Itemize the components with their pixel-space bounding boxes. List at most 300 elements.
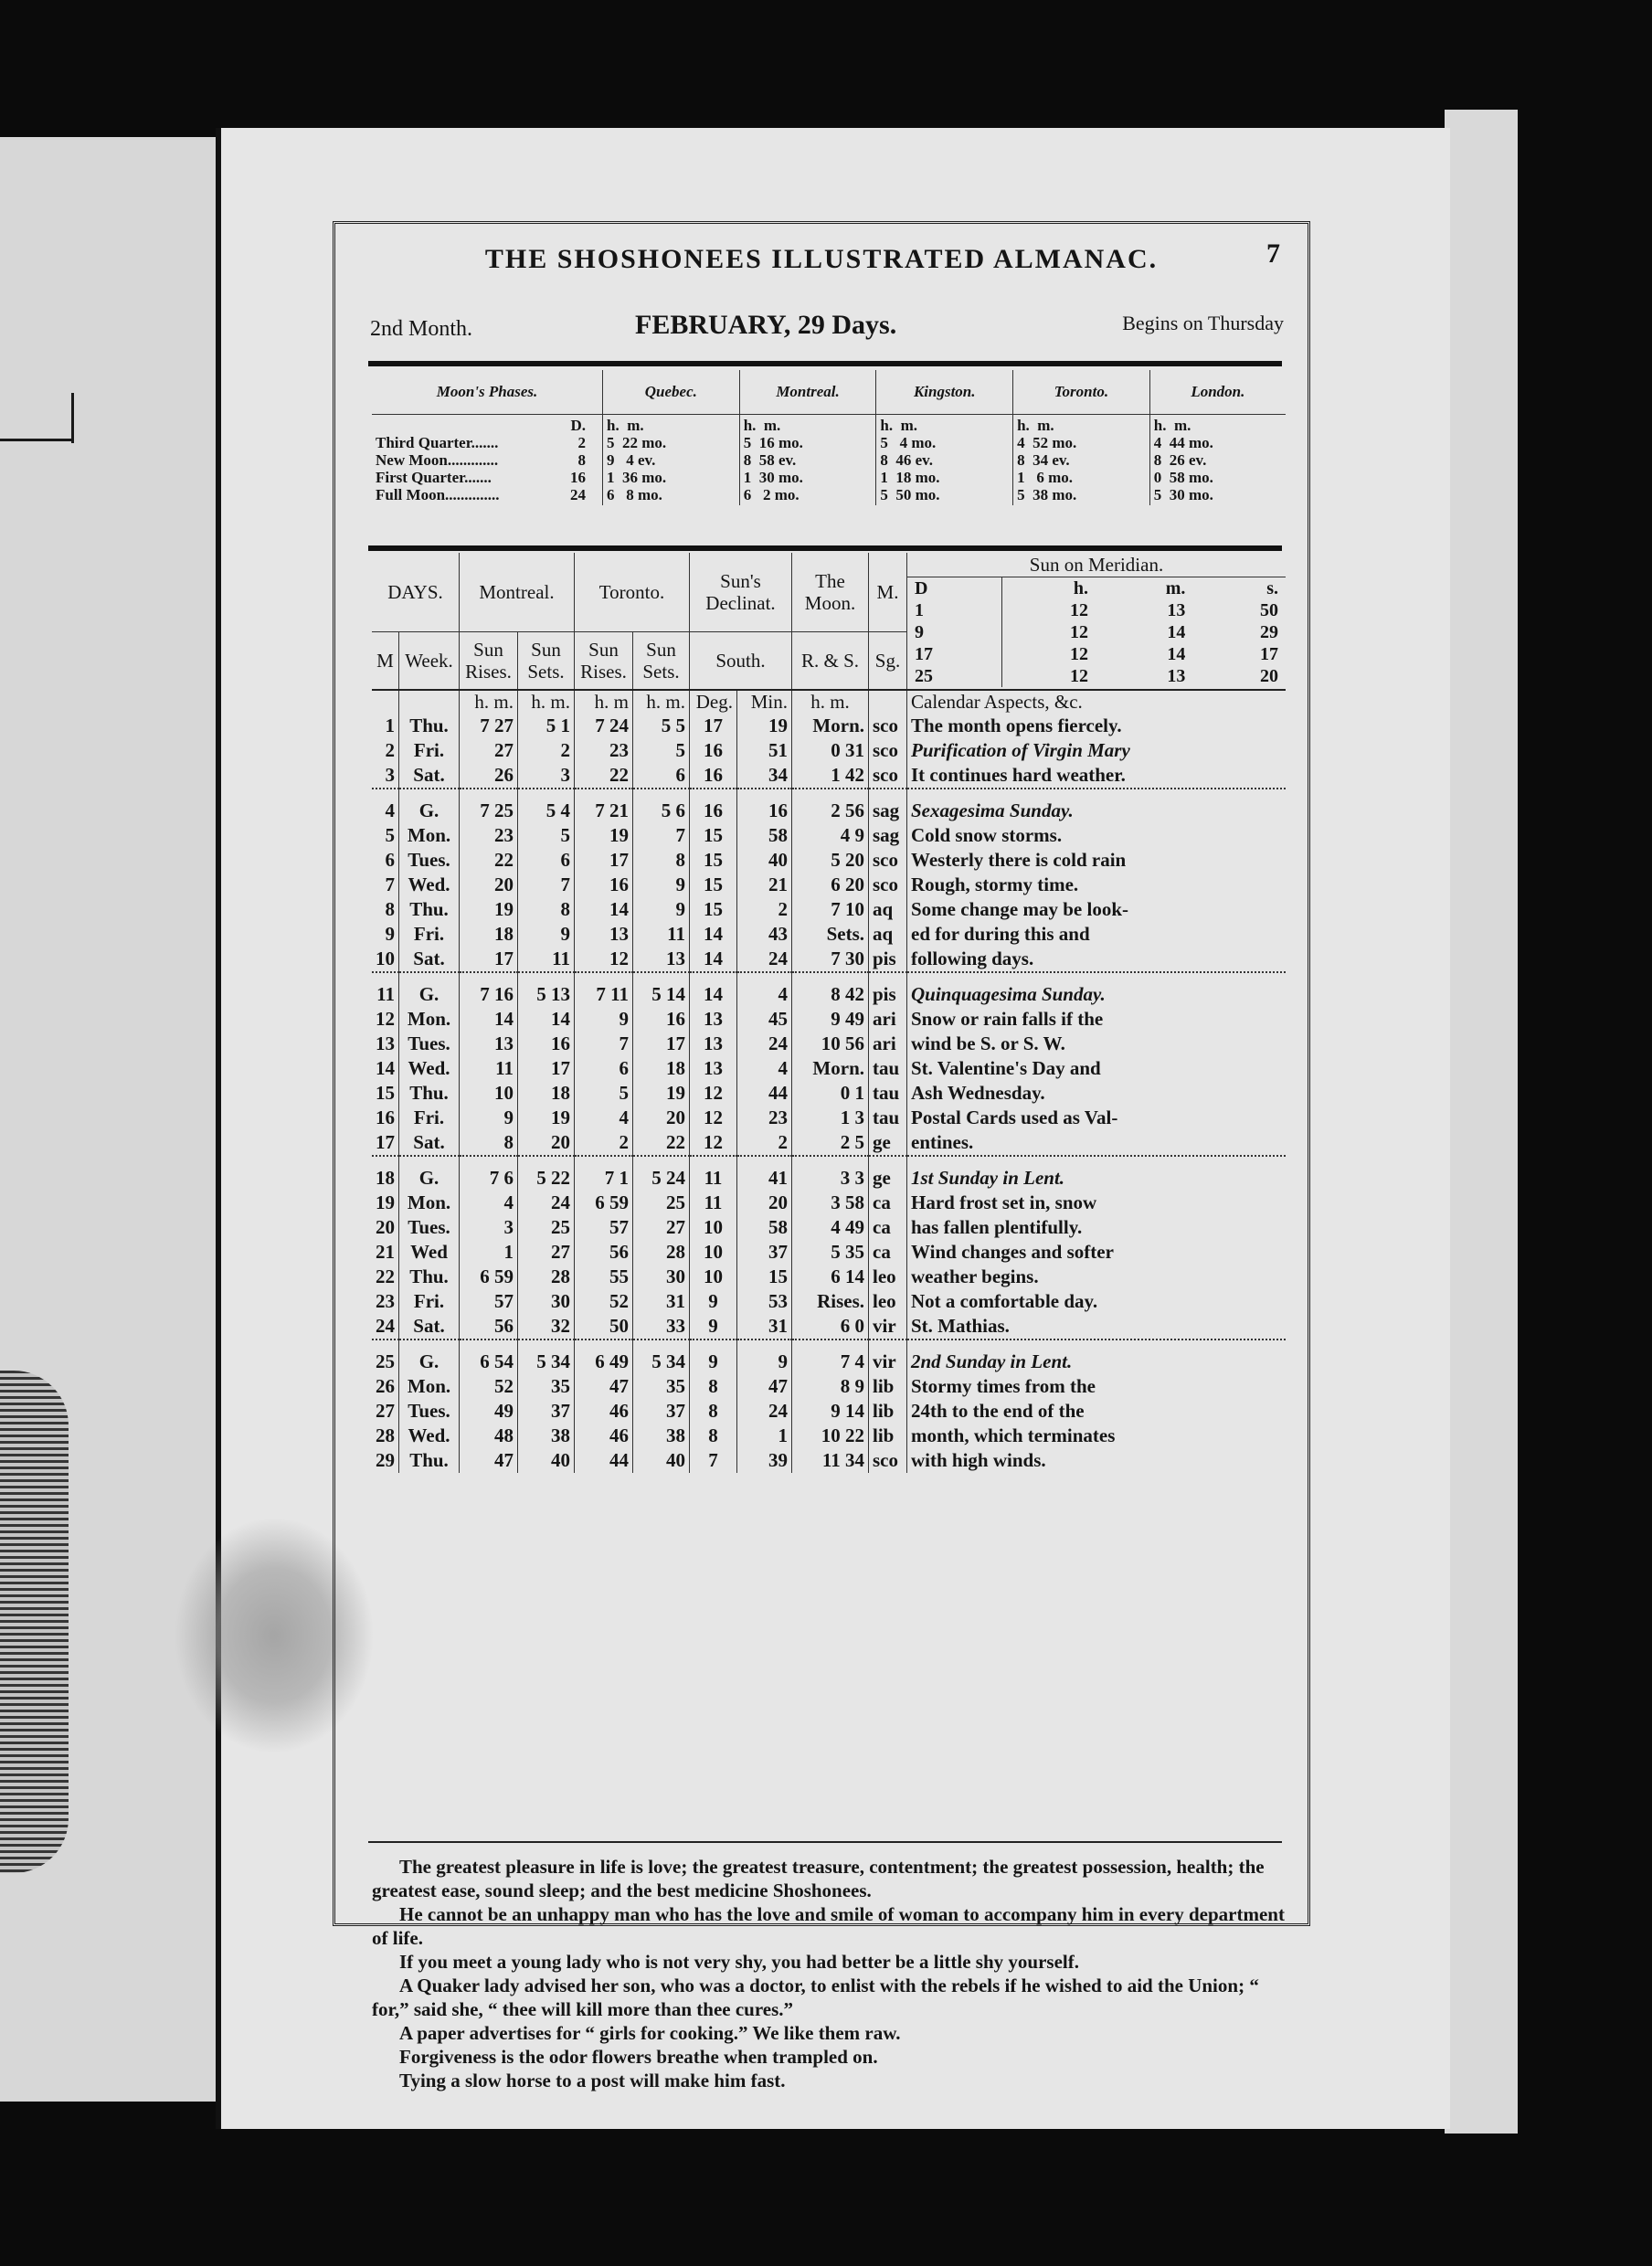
- cell-sg: tau: [869, 1081, 907, 1106]
- cell-w: Wed.: [399, 873, 460, 897]
- cell-min: 53: [737, 1289, 792, 1314]
- cell-d: 22: [372, 1265, 399, 1289]
- cell-mr: 19: [460, 897, 518, 922]
- cell-aspect: Westerly there is cold rain: [911, 849, 1127, 871]
- cell-d: 26: [372, 1374, 399, 1399]
- day-row: [372, 1240, 1286, 1265]
- cell-min: 23: [737, 1106, 792, 1130]
- cell-sg: lib: [869, 1374, 907, 1399]
- cell-w: Fri.: [399, 1106, 460, 1130]
- meridian-header: Sun on Meridian.: [907, 553, 1287, 577]
- cell-ts: 38: [633, 1424, 690, 1448]
- cell-aspect: ed for during this and: [911, 923, 1090, 945]
- cell-d: 16: [372, 1106, 399, 1130]
- footer-paragraph: The greatest pleasure in life is love; the greatest treasure, contentment; the greatest possession, health; the greatest ease, sound sleep; and the best medicine Shoshonees.: [372, 1856, 1265, 1901]
- meridian-header-row: [907, 577, 1286, 599]
- cell-ts: 9: [633, 873, 690, 897]
- cell-tr: 56: [575, 1240, 633, 1265]
- cell-min: 2: [737, 897, 792, 922]
- cell-aspect: The month opens fiercely.: [911, 715, 1122, 736]
- separator-cell: [575, 1156, 633, 1166]
- cell-ts: 5 14: [633, 982, 690, 1007]
- day-row: [372, 922, 1286, 947]
- separator-cell: [869, 972, 907, 982]
- cell-d: 24: [372, 1314, 399, 1339]
- page-number: 7: [1266, 238, 1280, 269]
- cell-d: 28: [372, 1424, 399, 1448]
- separator-cell: [372, 972, 399, 982]
- cell-min: 19: [737, 714, 792, 738]
- day-row: [372, 823, 1286, 848]
- cell-d: 19: [372, 1191, 399, 1215]
- cell-mr: 27: [460, 738, 518, 763]
- cell-sg: sco: [869, 848, 907, 873]
- cell-deg: 12: [690, 1106, 737, 1130]
- cell-min: 4: [737, 982, 792, 1007]
- cell-tr: 7 21: [575, 799, 633, 823]
- left-rule: [0, 439, 73, 441]
- separator-cell: [518, 789, 575, 799]
- meridian-cell-value: h.: [1073, 578, 1089, 598]
- cell-ms: 37: [518, 1399, 575, 1424]
- cell-ms: 35: [518, 1374, 575, 1399]
- cell-sg: lib: [869, 1399, 907, 1424]
- cell-moon: Sets.: [792, 922, 869, 947]
- cell-ms: 9: [518, 922, 575, 947]
- separator-cell: [737, 972, 792, 982]
- cell-sg: vir: [869, 1350, 907, 1374]
- cell-tr: 12: [575, 947, 633, 972]
- cell-deg: 15: [690, 897, 737, 922]
- cell-d: 29: [372, 1448, 399, 1473]
- meridian-row: [907, 599, 1286, 621]
- cell-sg: tau: [869, 1056, 907, 1081]
- separator-cell: [518, 972, 575, 982]
- cell-tr: 9: [575, 1007, 633, 1032]
- cell-min: 21: [737, 873, 792, 897]
- cell-min: 24: [737, 947, 792, 972]
- cell-ms: 38: [518, 1424, 575, 1448]
- cell-w: Tues.: [399, 1399, 460, 1424]
- cell-tr: 7 1: [575, 1166, 633, 1191]
- cell-moon: 3 58: [792, 1191, 869, 1215]
- cell-mr: 22: [460, 848, 518, 873]
- cell-ms: 32: [518, 1314, 575, 1339]
- cell-sg: ca: [869, 1215, 907, 1240]
- day-row: [372, 1265, 1286, 1289]
- cell-aspect: Sexagesima Sunday.: [911, 799, 1074, 821]
- cell-moon: 1 3: [792, 1106, 869, 1130]
- separator-cell: [690, 1339, 737, 1350]
- separator-cell: [633, 789, 690, 799]
- separator-cell: [575, 1339, 633, 1350]
- cell-ts: 17: [633, 1032, 690, 1056]
- cell-sg: leo: [869, 1265, 907, 1289]
- meridian-cell-value: 14: [1167, 644, 1186, 664]
- london-header: London.: [1149, 370, 1286, 415]
- separator-cell: [869, 1156, 907, 1166]
- cell-deg: 8: [690, 1424, 737, 1448]
- cell-tr: 6 59: [575, 1191, 633, 1215]
- meridian-cell-value: 12: [1070, 600, 1089, 620]
- cell-moon: 5 35: [792, 1240, 869, 1265]
- cell-tr: 47: [575, 1374, 633, 1399]
- cell-tr: 6: [575, 1056, 633, 1081]
- cell-d: 2: [372, 738, 399, 763]
- separator-cell: [737, 1339, 792, 1350]
- cell-min: 1: [737, 1424, 792, 1448]
- cell-ms: 17: [518, 1056, 575, 1081]
- left-scribble: [0, 1371, 69, 1873]
- cell-ts: 5 24: [633, 1166, 690, 1191]
- cell-sg: sag: [869, 799, 907, 823]
- cell-mr: 7 16: [460, 982, 518, 1007]
- cell-min: 47: [737, 1374, 792, 1399]
- cell-deg: 12: [690, 1130, 737, 1156]
- cell-mr: 20: [460, 873, 518, 897]
- cell-moon: 0 1: [792, 1081, 869, 1106]
- day-row: [372, 763, 1286, 789]
- south-header: South.: [690, 632, 792, 691]
- cell-tr: 52: [575, 1289, 633, 1314]
- cell-min: 16: [737, 799, 792, 823]
- cell-ts: 18: [633, 1056, 690, 1081]
- cell-ms: 5 34: [518, 1350, 575, 1374]
- unit-hm: h. m.: [633, 690, 690, 714]
- separator-cell: [690, 1156, 737, 1166]
- day-row: [372, 1007, 1286, 1032]
- meridian-row: [907, 643, 1286, 665]
- cell-ts: 13: [633, 947, 690, 972]
- separator-cell: [690, 789, 737, 799]
- day-row: [372, 1166, 1286, 1191]
- cell-ms: 5 1: [518, 714, 575, 738]
- separator-cell: [907, 972, 1287, 982]
- cell-mr: 7 27: [460, 714, 518, 738]
- left-page: [0, 137, 219, 2102]
- cell-d: 7: [372, 873, 399, 897]
- footer-paragraph: If you meet a young lady who is not very shy, you had better be a little shy yourself.: [399, 1951, 1079, 1973]
- header-rule: [368, 361, 1282, 366]
- cell-min: 40: [737, 848, 792, 873]
- toronto-header: Toronto.: [1013, 370, 1150, 415]
- cell-aspect: Quinquagesima Sunday.: [911, 983, 1106, 1005]
- cell-mr: 6 54: [460, 1350, 518, 1374]
- day-row: [372, 714, 1286, 738]
- cell-w: Mon.: [399, 1374, 460, 1399]
- cell-tr: 2: [575, 1130, 633, 1156]
- cell-aspect: Purification of Virgin Mary: [911, 739, 1130, 761]
- cell-d: 25: [372, 1350, 399, 1374]
- day-row: [372, 1424, 1286, 1448]
- cell-w: Wed.: [399, 1056, 460, 1081]
- cell-aspect: entines.: [911, 1131, 974, 1153]
- cell-ms: 40: [518, 1448, 575, 1473]
- meridian-cell-value: 14: [1167, 622, 1186, 642]
- cell-min: 9: [737, 1350, 792, 1374]
- cell-deg: 15: [690, 823, 737, 848]
- day-row: [372, 1032, 1286, 1056]
- sg-header: Sg.: [869, 632, 907, 691]
- cell-mr: 48: [460, 1424, 518, 1448]
- cell-ms: 2: [518, 738, 575, 763]
- unit-hm: h. m: [575, 690, 633, 714]
- meridian-cell-value: 29: [1260, 622, 1278, 642]
- cell-mr: 57: [460, 1289, 518, 1314]
- meridian-cell-value: 13: [1167, 600, 1186, 620]
- cell-ms: 5 22: [518, 1166, 575, 1191]
- meridian-table: [907, 577, 1286, 687]
- cell-moon: 3 3: [792, 1166, 869, 1191]
- cell-d: 13: [372, 1032, 399, 1056]
- cell-moon: 7 30: [792, 947, 869, 972]
- cell-aspect: Ash Wednesday.: [911, 1082, 1045, 1104]
- separator-cell: [792, 1156, 869, 1166]
- cell-ts: 33: [633, 1314, 690, 1339]
- cell-aspect: with high winds.: [911, 1449, 1046, 1471]
- toronto-sets-header: Sun Sets.: [633, 632, 690, 691]
- cell-aspect: Cold snow storms.: [911, 824, 1063, 846]
- cell-moon: 6 0: [792, 1314, 869, 1339]
- meridian-cell-value: s.: [1266, 578, 1278, 598]
- days-header: DAYS.: [372, 553, 460, 632]
- cell-w: Mon.: [399, 1191, 460, 1215]
- day-row: [372, 738, 1286, 763]
- cell-ts: 7: [633, 823, 690, 848]
- cell-mr: 7 6: [460, 1166, 518, 1191]
- cell-moon: 0 31: [792, 738, 869, 763]
- cell-tr: 5: [575, 1081, 633, 1106]
- cell-moon: Rises.: [792, 1289, 869, 1314]
- cell-deg: 14: [690, 982, 737, 1007]
- unit-hm: h. m.: [460, 690, 518, 714]
- cell-deg: 7: [690, 1448, 737, 1473]
- cell-min: 45: [737, 1007, 792, 1032]
- separator-cell: [399, 1156, 460, 1166]
- cell-aspect: Wind changes and softer: [911, 1241, 1114, 1263]
- rs-header: R. & S.: [792, 632, 869, 691]
- separator-cell: [633, 972, 690, 982]
- cell-tr: 44: [575, 1448, 633, 1473]
- montreal-sets-header: Sun Sets.: [518, 632, 575, 691]
- cell-aspect: Postal Cards used as Val-: [911, 1107, 1118, 1128]
- meridian-cell-value: 50: [1260, 600, 1278, 620]
- cell-deg: 10: [690, 1265, 737, 1289]
- month-label: 2nd Month.: [370, 317, 473, 341]
- separator-cell: [372, 789, 399, 799]
- cell-mr: 13: [460, 1032, 518, 1056]
- cell-moon: 2 5: [792, 1130, 869, 1156]
- day-row: [372, 1106, 1286, 1130]
- cell-aspect: Rough, stormy time.: [911, 874, 1079, 895]
- m-header: M.: [869, 553, 907, 632]
- day-row: [372, 1081, 1286, 1106]
- cell-d: 15: [372, 1081, 399, 1106]
- cell-mr: 56: [460, 1314, 518, 1339]
- cell-w: Tues.: [399, 848, 460, 873]
- cell-aspect: month, which terminates: [911, 1424, 1116, 1446]
- day-row: [372, 1448, 1286, 1473]
- cell-d: 3: [372, 763, 399, 789]
- cell-deg: 17: [690, 714, 737, 738]
- week-header: Week.: [399, 632, 460, 691]
- month-title: FEBRUARY, 29 Days.: [635, 310, 897, 340]
- separator-cell: [737, 789, 792, 799]
- cell-ts: 22: [633, 1130, 690, 1156]
- cell-aspect: St. Valentine's Day and: [911, 1057, 1101, 1079]
- separator-cell: [633, 1156, 690, 1166]
- cell-ts: 16: [633, 1007, 690, 1032]
- toronto-times: h. m. 4 52 mo. 8 34 ev. 1 6 mo. 5 38 mo.: [1013, 415, 1150, 506]
- cell-min: 34: [737, 763, 792, 789]
- separator-cell: [518, 1339, 575, 1350]
- day-row: [372, 1130, 1286, 1156]
- separator-cell: [907, 789, 1287, 799]
- cell-sg: ca: [869, 1191, 907, 1215]
- cell-sg: sco: [869, 1448, 907, 1473]
- cell-aspect: St. Mathias.: [911, 1315, 1010, 1337]
- cell-deg: 16: [690, 738, 737, 763]
- cell-d: 20: [372, 1215, 399, 1240]
- left-vrule: [71, 393, 74, 443]
- cell-d: 14: [372, 1056, 399, 1081]
- declination-header: Sun's Declinat.: [690, 553, 792, 632]
- cell-w: Sat.: [399, 1314, 460, 1339]
- cell-mr: 11: [460, 1056, 518, 1081]
- cell-ms: 28: [518, 1265, 575, 1289]
- cell-mr: 23: [460, 823, 518, 848]
- cell-deg: 12: [690, 1081, 737, 1106]
- cell-aspect: Stormy times from the: [911, 1375, 1096, 1397]
- cell-min: 31: [737, 1314, 792, 1339]
- cell-d: 4: [372, 799, 399, 823]
- separator-cell: [633, 1339, 690, 1350]
- cell-mr: 6 59: [460, 1265, 518, 1289]
- cell-d: 1: [372, 714, 399, 738]
- cell-tr: 13: [575, 922, 633, 947]
- day-row: [372, 1374, 1286, 1399]
- meridian-cell-value: 17: [907, 643, 1001, 665]
- cell-sg: ari: [869, 1032, 907, 1056]
- cell-ts: 37: [633, 1399, 690, 1424]
- separator-cell: [792, 972, 869, 982]
- footer-paragraph: He cannot be an unhappy man who has the love and smile of woman to accompany him in every department of life.: [372, 1903, 1285, 1949]
- quebec-times: h. m. 5 22 mo. 9 4 ev. 1 36 mo. 6 8 mo.: [603, 415, 740, 506]
- cell-ts: 5: [633, 738, 690, 763]
- separator-cell: [460, 1156, 518, 1166]
- cell-mr: 1: [460, 1240, 518, 1265]
- montreal-rises-header: Sun Rises.: [460, 632, 518, 691]
- cell-tr: 23: [575, 738, 633, 763]
- cell-w: Thu.: [399, 714, 460, 738]
- meridian-cell-value: m.: [1165, 578, 1186, 598]
- cell-ms: 25: [518, 1215, 575, 1240]
- cell-tr: 6 49: [575, 1350, 633, 1374]
- cell-min: 43: [737, 922, 792, 947]
- toronto-rises-header: Sun Rises.: [575, 632, 633, 691]
- meridian-cell-value: 17: [1260, 644, 1278, 664]
- calendar-rows: [372, 714, 1286, 1473]
- cell-aspect: 24th to the end of the: [911, 1400, 1085, 1422]
- week-separator: [372, 1339, 1286, 1350]
- cell-w: Sat.: [399, 1130, 460, 1156]
- begins-on: Begins on Thursday: [1122, 312, 1284, 334]
- cell-ts: 9: [633, 897, 690, 922]
- moon-phases-header: Moon's Phases.: [372, 370, 603, 415]
- meridian-cell-value: 13: [1167, 666, 1186, 686]
- cell-aspect: weather begins.: [911, 1265, 1039, 1287]
- cell-sg: leo: [869, 1289, 907, 1314]
- cell-d: 18: [372, 1166, 399, 1191]
- unit-min: Min.: [737, 690, 792, 714]
- cell-ts: 5 34: [633, 1350, 690, 1374]
- cell-moon: 6 14: [792, 1265, 869, 1289]
- cell-deg: 14: [690, 947, 737, 972]
- cell-ts: 20: [633, 1106, 690, 1130]
- cell-tr: 22: [575, 763, 633, 789]
- cell-d: 11: [372, 982, 399, 1007]
- cell-deg: 13: [690, 1032, 737, 1056]
- separator-cell: [399, 1339, 460, 1350]
- cell-min: 24: [737, 1032, 792, 1056]
- cell-sg: sco: [869, 763, 907, 789]
- kingston-header: Kingston.: [876, 370, 1013, 415]
- cell-ts: 31: [633, 1289, 690, 1314]
- footer-paragraph: A Quaker lady advised her son, who was a doctor, to enlist with the rebels if he wished to aid the Union; “ for,” said she, “ thee will kill more than thee cures.”: [372, 1975, 1259, 2020]
- cell-min: 58: [737, 1215, 792, 1240]
- cell-moon: 8 9: [792, 1374, 869, 1399]
- cell-moon: 10 22: [792, 1424, 869, 1448]
- day-row: [372, 1399, 1286, 1424]
- cell-mr: 18: [460, 922, 518, 947]
- cell-ts: 11: [633, 922, 690, 947]
- meridian-cell-value: 12: [1070, 644, 1089, 664]
- almanac-title: THE SHOSHONEES ILLUSTRATED ALMANAC.: [484, 244, 1159, 274]
- cell-sg: sco: [869, 873, 907, 897]
- cell-ms: 5 4: [518, 799, 575, 823]
- cell-tr: 4: [575, 1106, 633, 1130]
- day-row: [372, 1314, 1286, 1339]
- cell-w: Thu.: [399, 1448, 460, 1473]
- cell-ms: 8: [518, 897, 575, 922]
- cell-ms: 7: [518, 873, 575, 897]
- cell-ms: 6: [518, 848, 575, 873]
- cell-deg: 8: [690, 1374, 737, 1399]
- phase-names: Third Quarter....... New Moon............. First Quarter....... Full Moon..............D. 2 8 16 24: [372, 415, 603, 506]
- cell-moon: 8 42: [792, 982, 869, 1007]
- cell-moon: 5 20: [792, 848, 869, 873]
- cell-d: 23: [372, 1289, 399, 1314]
- cell-aspect: following days.: [911, 948, 1034, 969]
- toronto-col-header: Toronto.: [575, 553, 690, 632]
- cell-ms: 5 13: [518, 982, 575, 1007]
- cell-sg: aq: [869, 922, 907, 947]
- separator-cell: [575, 789, 633, 799]
- quebec-header: Quebec.: [603, 370, 740, 415]
- cell-deg: 9: [690, 1289, 737, 1314]
- cell-w: Fri.: [399, 1289, 460, 1314]
- cell-ms: 11: [518, 947, 575, 972]
- separator-cell: [518, 1156, 575, 1166]
- separator-cell: [372, 1156, 399, 1166]
- cell-deg: 14: [690, 922, 737, 947]
- separator-cell: [460, 1339, 518, 1350]
- cell-min: 4: [737, 1056, 792, 1081]
- meridian-row: [907, 665, 1286, 687]
- cell-mr: 52: [460, 1374, 518, 1399]
- meridian-cell-value: 12: [1070, 622, 1089, 642]
- calendar-table: [372, 553, 1286, 1473]
